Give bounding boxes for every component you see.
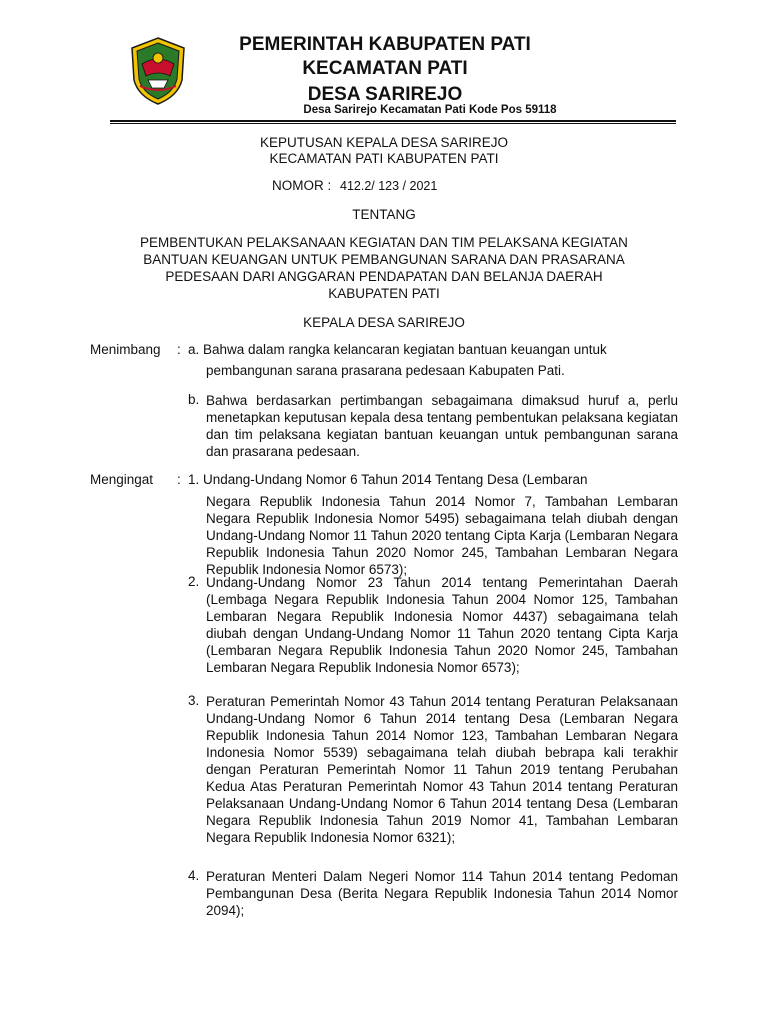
menimbang-item-b-text: Bahwa berdasarkan pertimbangan sebagaimana dimaksud huruf a, perlu menetapkan keputusan kepala desa tentang pembentukan pelaksana kegiatan dan tim pelaksana kegiatan bantuan keuangan untuk pembangunan sarana dan prasarana pedesaan. bbox=[206, 393, 678, 459]
decree-subject-line3: PEDESAAN DARI ANGGARAN PENDAPATAN DAN BELANJA DAERAH bbox=[165, 269, 603, 284]
decree-title-line1: KEPUTUSAN KEPALA DESA SARIREJO bbox=[259, 135, 509, 150]
menimbang-label: Menimbang bbox=[90, 342, 161, 357]
mengingat-item4-number: 4. bbox=[188, 868, 200, 883]
mengingat-label: Mengingat bbox=[90, 472, 154, 487]
mengingat-item3-number: 3. bbox=[188, 693, 200, 708]
decree-number-label: NOMOR : bbox=[272, 178, 332, 193]
mengingat-item4-text: Peraturan Menteri Dalam Negeri Nomor 114 Tahun 2014 tentang Pedoman Pembangunan Desa (Berita Negara Republik Indonesia Tahun 2014 Nomor 2094); bbox=[206, 869, 678, 918]
decree-subject-line4: KABUPATEN PATI bbox=[328, 286, 440, 301]
kop-line-pemerintah: PEMERINTAH KABUPATEN PATI bbox=[239, 34, 531, 55]
mengingat-item2-number: 2. bbox=[188, 574, 200, 589]
kop-line-kecamatan: KECAMATAN PATI bbox=[302, 58, 468, 79]
menimbang-colon: : bbox=[177, 342, 181, 357]
menimbang-item-a-second: pembangunan sarana prasarana pedesaan Kabupaten Pati. bbox=[206, 363, 565, 378]
kop-line-desa: DESA SARIREJO bbox=[307, 84, 463, 105]
menimbang-item-b-marker: b. bbox=[188, 392, 200, 407]
decree-number-value: 412.2/ 123 / 2021 bbox=[340, 179, 438, 193]
decree-subject-line2: BANTUAN KEUANGAN UNTUK PEMBANGUNAN SARANA DAN PRASARANA bbox=[143, 252, 625, 267]
mengingat-item1-first: 1. Undang-Undang Nomor 6 Tahun 2014 Tentang Desa (Lembaran bbox=[188, 472, 588, 487]
mengingat-item2-text: Undang-Undang Nomor 23 Tahun 2014 tentang Pemerintahan Daerah (Lembaga Negara Republik Indonesia Tahun 2004 Nomor 125, Tambahan Lembaran Negara Republik Indonesia Nomor 4437) sebagaimana telah diubah dengan Undang-Undang Nomor 11 Tahun 2020 tentang Cipta Karja (Lembaran Negara Republik Indonesia Tahun 2020 Nomor 245, Tambahan Lembaran Negara Republik Indonesia Nomor 6573); bbox=[206, 575, 678, 675]
kop-address: Desa Sarirejo Kecamatan Pati Kode Pos 59118 bbox=[303, 104, 557, 116]
kop-divider-thin bbox=[110, 123, 676, 124]
mengingat-colon: : bbox=[177, 472, 181, 487]
decree-title-line2: KECAMATAN PATI KABUPATEN PATI bbox=[269, 151, 499, 166]
menimbang-item-a-first: a. Bahwa dalam rangka kelancaran kegiatan bantuan keuangan untuk bbox=[188, 342, 607, 357]
mengingat-item3-text: Peraturan Pemerintah Nomor 43 Tahun 2014 tentang Peraturan Pelaksanaan Undang-Undang Nomor 6 Tahun 2014 tentang Desa (Lembaran Negara Republik Indonesia Tahun 2014 Nomor 123, Tambahan Lembaran Negara Indonesia Nomor 5539) sebagaimana telah diubah bebrapa kali terakhir dengan Peraturan Pemerintah Nomor 11 Tahun 2019 tentang Perubahan Kedua Atas Peraturan Pemerintah Nomor 43 Tahun 2014 tentang Peraturan Pelaksanaan Undang-Undang Nomor 6 Tahun 2014 tentang Desa (Lembaran Negara Republik Indonesia Tahun 2019 Nomor 41, Tambahan Lembaran Negara Republik Indonesia Nomor 6321); bbox=[206, 694, 678, 845]
mengingat-item1-rest: Negara Republik Indonesia Tahun 2014 Nomor 7, Tambahan Lembaran Negara Republik Indonesia Nomor 5495) sebagaimana telah diubah dengan Undang-Undang Nomor 11 Tahun 2020 tentang Cipta Karja (Lembaran Negara Republik Indonesia Tahun 2020 Nomor 245, Tambahan Lembaran Negara Republik Indonesia Nomor 6573); bbox=[206, 494, 678, 577]
kabupaten-pati-emblem-icon bbox=[128, 36, 188, 106]
decree-subject-line1: PEMBENTUKAN PELAKSANAAN KEGIATAN DAN TIM PELAKSANA KEGIATAN bbox=[140, 235, 628, 250]
kop-divider-thick bbox=[110, 120, 676, 122]
kepala-desa-heading: KEPALA DESA SARIREJO bbox=[303, 315, 465, 330]
tentang-heading: TENTANG bbox=[352, 207, 416, 222]
